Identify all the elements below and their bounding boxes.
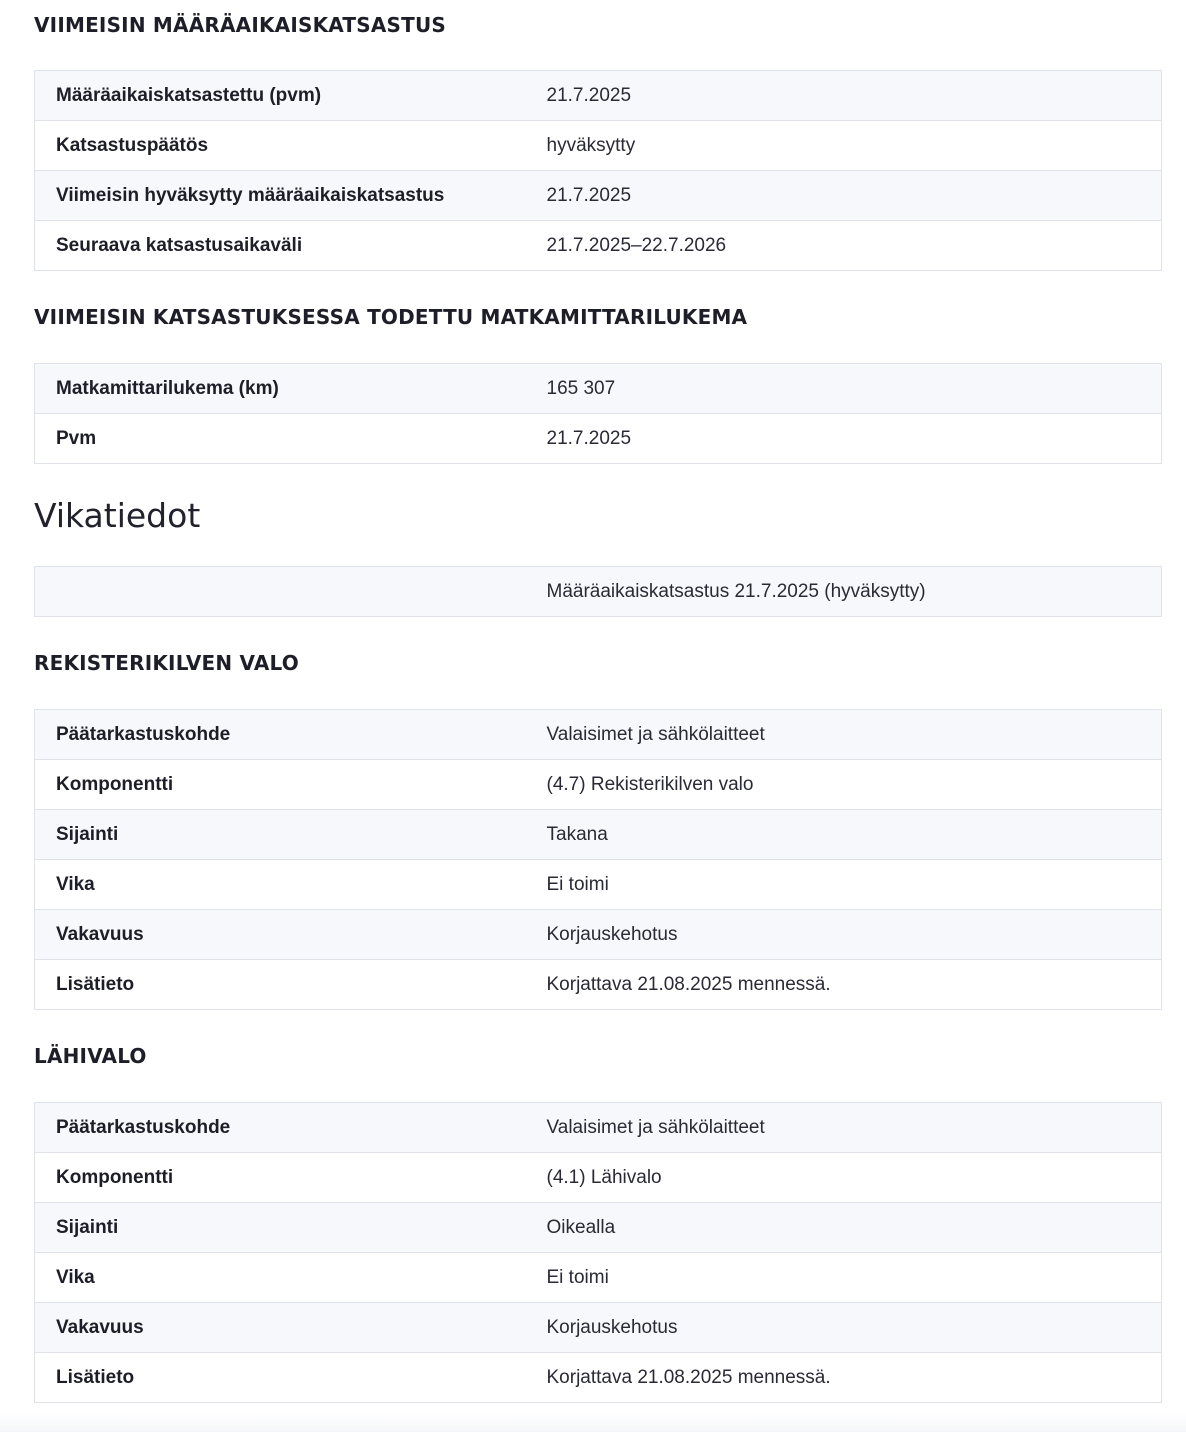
row-key: Lisätieto bbox=[35, 1353, 525, 1403]
row-key: Vika bbox=[35, 860, 525, 910]
row-key: Päätarkastuskohde bbox=[35, 1103, 525, 1153]
section-heading-low-beam: LÄHIVALO bbox=[34, 1044, 147, 1068]
row-value: 165 307 bbox=[525, 364, 1162, 414]
row-value: hyväksytty bbox=[525, 121, 1162, 171]
table-row bbox=[35, 121, 1162, 171]
row-key bbox=[35, 567, 525, 617]
faults-heading: Vikatiedot bbox=[34, 496, 201, 535]
row-value: Ei toimi bbox=[525, 860, 1162, 910]
row-value: (4.1) Lähivalo bbox=[525, 1153, 1162, 1203]
row-key: Pvm bbox=[35, 414, 525, 464]
row-key: Sijainti bbox=[35, 810, 525, 860]
table-row bbox=[35, 810, 1162, 860]
row-value: Korjattava 21.08.2025 mennessä. bbox=[525, 960, 1162, 1010]
row-key: Vakavuus bbox=[35, 910, 525, 960]
table-row bbox=[35, 1303, 1162, 1353]
row-key: Komponentti bbox=[35, 1153, 525, 1203]
row-key: Matkamittarilukema (km) bbox=[35, 364, 525, 414]
table-row bbox=[35, 1103, 1162, 1153]
row-value: Valaisimet ja sähkölaitteet bbox=[525, 1103, 1162, 1153]
table-row bbox=[35, 1253, 1162, 1303]
row-key: Määräaikaiskatsastettu (pvm) bbox=[35, 71, 525, 121]
row-key: Katsastuspäätös bbox=[35, 121, 525, 171]
row-key: Päätarkastuskohde bbox=[35, 710, 525, 760]
faults-summary-table bbox=[34, 566, 1162, 617]
section-heading-odometer: VIIMEISIN KATSASTUKSESSA TODETTU MATKAMITTARILUKEMA bbox=[34, 305, 748, 329]
row-key: Sijainti bbox=[35, 1203, 525, 1253]
row-value: 21.7.2025 bbox=[525, 71, 1162, 121]
table-row bbox=[35, 71, 1162, 121]
row-value: 21.7.2025 bbox=[525, 171, 1162, 221]
odometer-table bbox=[34, 363, 1162, 464]
table-row bbox=[35, 860, 1162, 910]
row-value: 21.7.2025 bbox=[525, 414, 1162, 464]
row-key: Vakavuus bbox=[35, 1303, 525, 1353]
table-row bbox=[35, 1153, 1162, 1203]
table-row bbox=[35, 1203, 1162, 1253]
table-row bbox=[35, 567, 1162, 617]
row-value: Takana bbox=[525, 810, 1162, 860]
row-value: Korjauskehotus bbox=[525, 910, 1162, 960]
table-row bbox=[35, 414, 1162, 464]
table-row bbox=[35, 1353, 1162, 1403]
row-value: (4.7) Rekisterikilven valo bbox=[525, 760, 1162, 810]
bottom-fade bbox=[0, 1413, 1186, 1432]
table-row bbox=[35, 710, 1162, 760]
table-row bbox=[35, 910, 1162, 960]
table-row bbox=[35, 760, 1162, 810]
inspection-table bbox=[34, 70, 1162, 271]
row-key: Viimeisin hyväksytty määräaikaiskatsastus bbox=[35, 171, 525, 221]
section-heading-plate-light: REKISTERIKILVEN VALO bbox=[34, 651, 299, 675]
row-value: Valaisimet ja sähkölaitteet bbox=[525, 710, 1162, 760]
row-value: Oikealla bbox=[525, 1203, 1162, 1253]
low-beam-table bbox=[34, 1102, 1162, 1403]
table-row bbox=[35, 221, 1162, 271]
page-content bbox=[0, 13, 1186, 1403]
row-value: Korjauskehotus bbox=[525, 1303, 1162, 1353]
row-key: Vika bbox=[35, 1253, 525, 1303]
section-heading-inspection: VIIMEISIN MÄÄRÄAIKAISKATSASTUS bbox=[34, 13, 447, 37]
row-key: Lisätieto bbox=[35, 960, 525, 1010]
table-row bbox=[35, 171, 1162, 221]
row-value: Ei toimi bbox=[525, 1253, 1162, 1303]
row-value: 21.7.2025–22.7.2026 bbox=[525, 221, 1162, 271]
table-row bbox=[35, 364, 1162, 414]
row-value: Korjattava 21.08.2025 mennessä. bbox=[525, 1353, 1162, 1403]
table-row bbox=[35, 960, 1162, 1010]
row-value: Määräaikaiskatsastus 21.7.2025 (hyväksytty) bbox=[525, 567, 1162, 617]
row-key: Seuraava katsastusaikaväli bbox=[35, 221, 525, 271]
row-key: Komponentti bbox=[35, 760, 525, 810]
plate-light-table bbox=[34, 709, 1162, 1010]
